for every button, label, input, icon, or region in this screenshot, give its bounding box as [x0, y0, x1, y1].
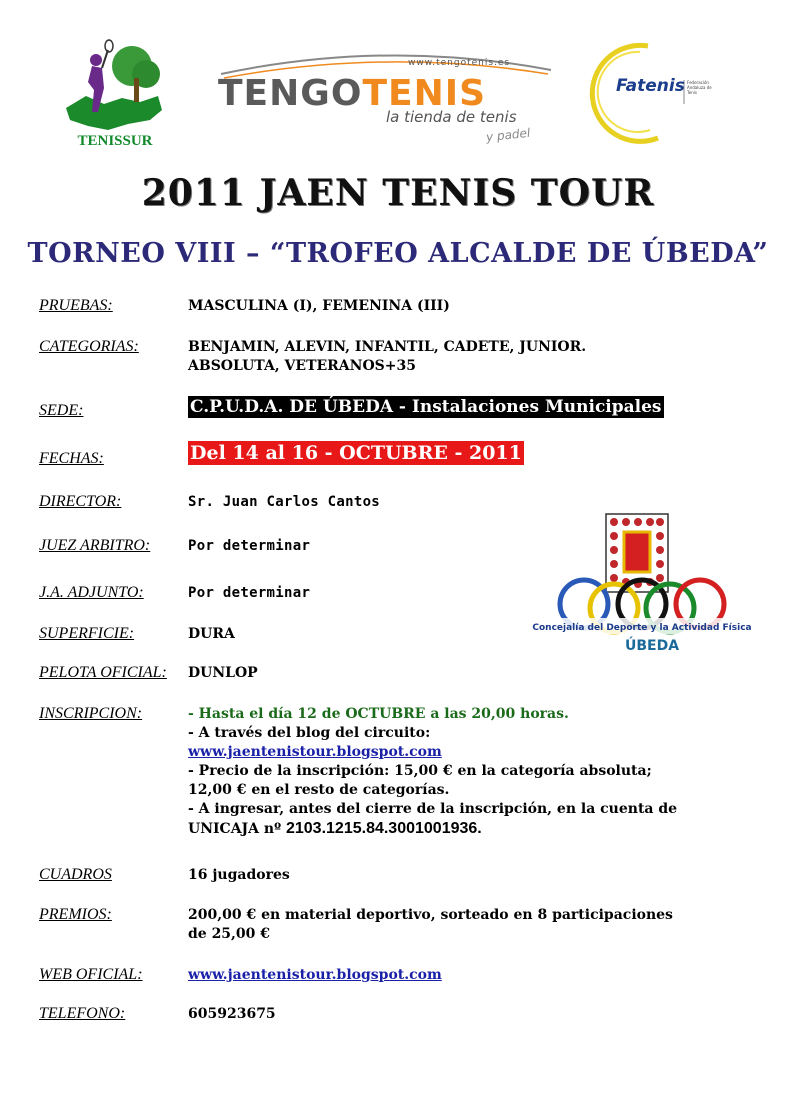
sede-box: C.P.U.D.A. DE ÚBEDA - Instalaciones Municipales	[190, 397, 662, 417]
value-categorias-2: ABSOLUTA, VETERANOS+35	[188, 358, 416, 374]
label-pruebas: PRUEBAS:	[39, 297, 113, 314]
inscripcion-account: UNICAJA nº 2103.1215.84.3001001936.	[188, 820, 482, 837]
label-categorias: CATEGORIAS:	[39, 338, 139, 355]
label-web-oficial: WEB OFICIAL:	[39, 966, 143, 983]
label-superficie: SUPERFICIE:	[39, 625, 135, 642]
label-fechas: FECHAS:	[39, 450, 104, 467]
value-sede	[188, 398, 664, 418]
label-pelota-oficial: PELOTA OFICIAL:	[39, 664, 167, 681]
label-premios: PREMIOS:	[39, 906, 112, 923]
label-ja-adjunto: J.A. ADJUNTO:	[39, 584, 144, 601]
label-juez-arbitro: JUEZ ARBITRO:	[39, 537, 151, 554]
inscripcion-price-2: 12,00 € en el resto de categorías.	[188, 782, 450, 798]
tenissur-label: TENISSUR	[77, 133, 153, 149]
fatenis-subtext: Federación Andaluza de Tenis	[687, 80, 712, 95]
label-director: DIRECTOR:	[39, 493, 122, 510]
value-inscripcion	[188, 705, 738, 839]
inscripcion-blog-link[interactable]: www.jaentenistour.blogspot.com	[188, 744, 442, 760]
tengotenis-padel: y padel	[485, 125, 531, 145]
value-cuadros: 16 jugadores	[188, 867, 290, 883]
fatenis-wordmark: Fatenis	[616, 76, 685, 96]
inscripcion-blog-intro: - A través del blog del circuito:	[188, 725, 431, 741]
label-sede: SEDE:	[39, 402, 84, 419]
value-superficie: DURA	[188, 626, 235, 642]
value-director: Sr. Juan Carlos Cantos	[188, 494, 381, 510]
value-premios-1: 200,00 € en material deportivo, sorteado en 8 participaciones	[188, 907, 673, 923]
inscripcion-account-intro: - A ingresar, antes del cierre de la inscripción, en la cuenta de	[188, 801, 678, 817]
value-juez-arbitro: Por determinar	[188, 538, 311, 554]
label-cuadros: CUADROS	[39, 866, 112, 883]
value-pruebas: MASCULINA (I), FEMENINA (III)	[188, 298, 450, 314]
value-pelota-oficial: DUNLOP	[188, 665, 258, 681]
ubeda-logo-city: ÚBEDA	[624, 638, 680, 654]
value-premios-2: de 25,00 €	[188, 926, 271, 942]
label-telefono: TELEFONO:	[39, 1005, 126, 1022]
value-telefono: 605923675	[188, 1006, 276, 1022]
tengotenis-url: www.tengotenis.es	[408, 58, 511, 68]
ubeda-logo-text: Concejalía del Deporte y la Actividad Física	[532, 623, 752, 633]
value-web-oficial	[188, 966, 442, 985]
inscripcion-deadline: - Hasta el día 12 de OCTUBRE a las 20,00 horas.	[188, 706, 569, 722]
label-inscripcion: INSCRIPCION:	[39, 705, 143, 722]
tengotenis-wordmark: TENGOTENIS	[218, 73, 487, 114]
value-ja-adjunto: Por determinar	[188, 585, 311, 601]
value-fechas	[188, 444, 524, 465]
value-categorias-1: BENJAMIN, ALEVIN, INFANTIL, CADETE, JUNIOR.	[188, 339, 587, 355]
web-oficial-link[interactable]: www.jaentenistour.blogspot.com	[188, 967, 442, 983]
tournament-subtitle: TORNEO VIII – “TROFEO ALCALDE DE ÚBEDA”	[27, 238, 769, 269]
fechas-box: Del 14 al 16 - OCTUBRE - 2011	[190, 442, 522, 464]
ubeda-sports-logo	[532, 512, 752, 662]
tengotenis-tagline: la tienda de tenis	[386, 108, 517, 126]
page-title: 2011 JAEN TENIS TOUR	[141, 172, 655, 214]
inscripcion-price-1: - Precio de la inscripción: 15,00 € en la categoría absoluta;	[188, 763, 652, 779]
